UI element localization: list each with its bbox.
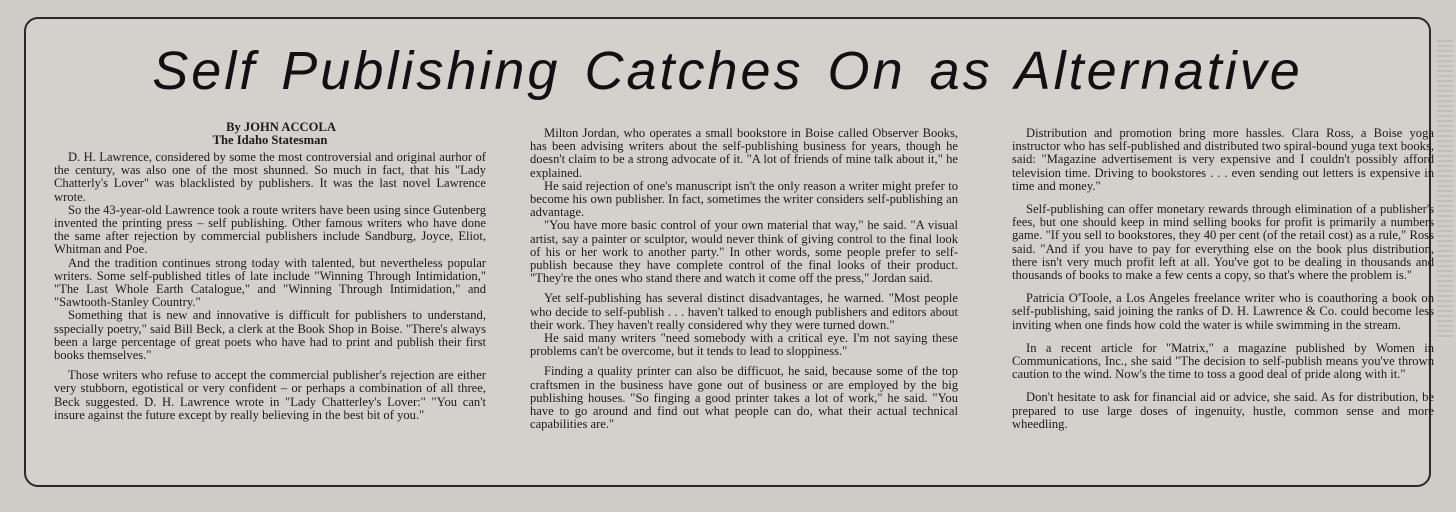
paragraph: Something that is new and innovative is difficult for publishers to understand, sspecially poetry," said Bill Beck, a clerk at the Book Shop in Boise. "There's always been a large percentage of great poets who have had to print and publish their first books themselves." — [54, 308, 486, 363]
column-2 — [530, 127, 958, 431]
paragraph: Self-publishing can offer monetary rewards through elimination of a publisher's fees, but one should keep in mind selling books for profit is primarily a numbers game. "If you sell to bookstores, they 40 per cent (of the retail cost) as a rule," Ross said. "And if you have to pay for everything else on the book plus distribution, there isn't very much profit left at all. You've got to be dealing in thousands and thousands of books to make a few cents a copy, so that's where the problem is." — [1012, 202, 1434, 283]
paragraph: "You have more basic control of your own material that way," he said. "A visual artist, say a painter or sculptor, would never think of giving control to the final look of his or her work to another party." In other words, some people prefer to self-publish because they have complete control of the final looks of their product. "They're the ones who stand there and watch it come off the press," Jordan said. — [530, 218, 958, 286]
paragraph: In a recent article for "Matrix," a magazine published by Women in Communications, Inc., she said "The decision to self-publish means you've thrown caution to the wind. Now's the time to toss a good deal of pride along with it." — [1012, 340, 1434, 382]
column-1 — [54, 121, 486, 422]
paragraph: He said many writers "need somebody with a critical eye. I'm not saying these problems can't be overcome, but it tends to lead to sloppiness." — [530, 331, 958, 359]
paragraph: So the 43-year-old Lawrence took a route writers have been using since Gutenberg invented the printing press – self publishing. Other famous writers who have done the same after rejection by commercial publishers include Sandburg, Joyce, Eliot, Whitman and Poe. — [54, 202, 486, 257]
paragraph: Yet self-publishing has several distinct disadvantages, he warned. "Most people who decide to self-publish . . . haven't talked to enough publishers and editors about their work. They haven't really considered why they were turned down." — [530, 291, 958, 332]
article-frame — [24, 17, 1434, 487]
edge-shading — [1437, 40, 1453, 340]
byline — [54, 121, 486, 147]
paragraph: Those writers who refuse to accept the commercial publisher's rejection are either very stubborn, egotistical or very confident – or perhaps a combination of all three, Beck suggested. D. H. Lawrence wrote in "Lady Chatterley's Lover:" "You can't insure against the future except by really believing in the best bit of you." — [54, 368, 486, 422]
paragraph: D. H. Lawrence, considered by some the most controversial and original aurhor of the century, was also one of the most shunned. So much in fact, that his "Lady Chatterly's Lover" was blacklisted by publishers. It was the last novel Lawrence wrote. — [54, 150, 486, 204]
paragraph: Patricia O'Toole, a Los Angeles freelance writer who is coauthoring a book on self-publishing, said joining the ranks of D. H. Lawrence & Co. could become less inviting when one finds how cold the water is while swimming in the stream. — [1012, 291, 1434, 332]
paragraph: Finding a quality printer can also be difficuot, he said, because some of the top craftsmen in the business have gone out of business or are employed by the big publishing houses. "So finging a good printer takes a lot of work," he said. "You have to go around and find out what people can do, what their actual technical capabilities are." — [530, 364, 958, 432]
paragraph: Milton Jordan, who operates a small bookstore in Boise called Observer Books, has been advising writers about the self-publishing business for years, though he doesn't claim to be a strong advocate of it. "A lot of friends of mine talk about it," he explained. — [530, 126, 958, 180]
byline-author: By JOHN ACCOLA — [226, 120, 336, 134]
paragraph: He said rejection of one's manuscript isn't the only reason a writer might prefer to become his own publisher. In fact, sometimes the writer considers self-publishing an advantage. — [530, 178, 958, 220]
column-3 — [1012, 127, 1434, 431]
paragraph: Distribution and promotion bring more hassles. Clara Ross, a Boise yoga instructor who has self-published and distributed two spiral-bound yuga text books, said: "Magazine advertisement is very expensive and I couldn't possibly afford television time. Driving to bookstores . . . even sending out letters is expensive in time and money." — [1012, 126, 1434, 193]
byline-publication: The Idaho Statesman — [212, 133, 328, 147]
paragraph: And the tradition continues strong today with talented, but nevertheless popular writers. Some self-published titles of late include "Winning Through Intimidation," "The Last Whole Earth Catalogue," and "Winning Through Intimidation," and "Sawtooth-Stanley Country." — [54, 255, 486, 310]
headline: Self Publishing Catches On as Alternative — [152, 41, 1303, 101]
paragraph: Don't hesitate to ask for financial aid or advice, she said. As for distribution, be prepared to use large doses of ingenuity, hustle, common sense and more wheedling. — [1012, 390, 1434, 431]
